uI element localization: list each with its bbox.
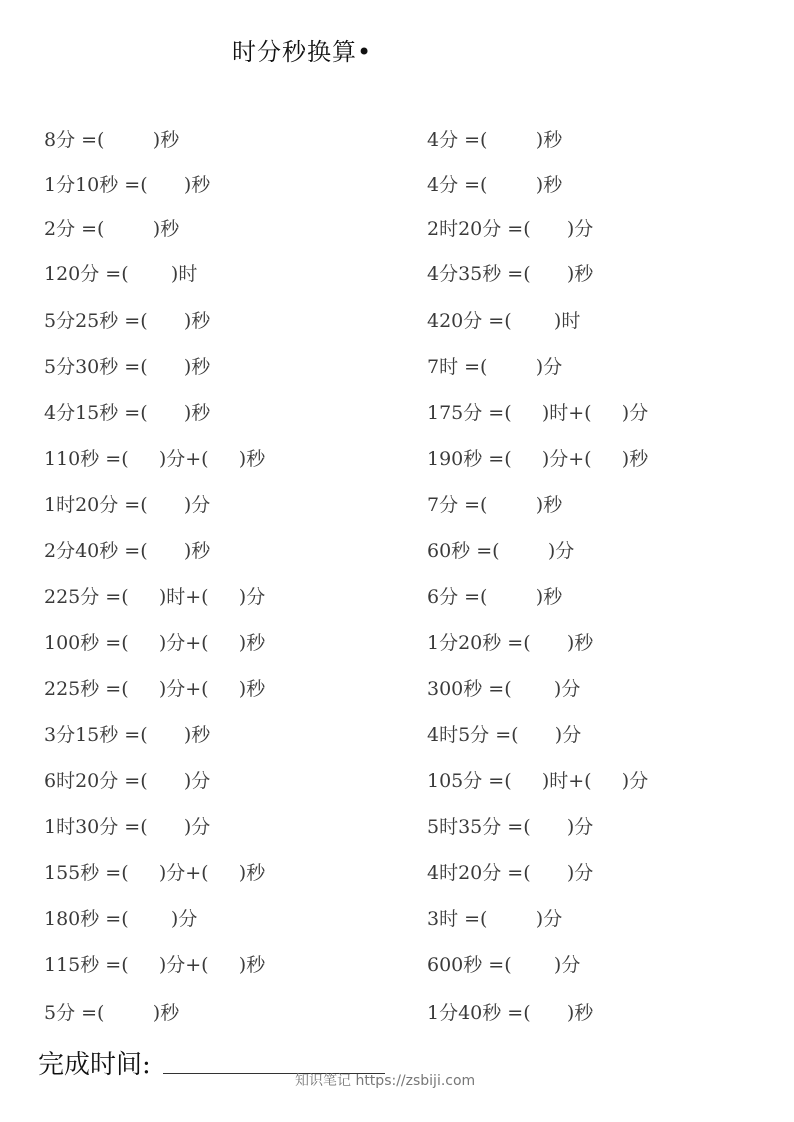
problem-row: 3时 =( )分 (427, 908, 563, 930)
problem-row: 7时 =( )分 (427, 356, 563, 378)
problem-row: 4分35秒 =( )秒 (427, 263, 594, 285)
problem-row: 115秒 =( )分+( )秒 (44, 954, 266, 976)
problem-row: 1分40秒 =( )秒 (427, 1002, 594, 1024)
problem-row: 60秒 =( )分 (427, 540, 575, 562)
problem-row: 6分 =( )秒 (427, 586, 563, 608)
problem-row: 2分 =( )秒 (44, 218, 180, 240)
problem-row: 8分 =( )秒 (44, 129, 180, 151)
problem-row: 190秒 =( )分+( )秒 (427, 448, 649, 470)
problem-row: 155秒 =( )分+( )秒 (44, 862, 266, 884)
problem-row: 5分25秒 =( )秒 (44, 310, 211, 332)
problem-row: 5时35分 =( )分 (427, 816, 594, 838)
worksheet-title: 时分秒换算• (232, 38, 373, 66)
problem-row: 175分 =( )时+( )分 (427, 402, 649, 424)
problem-row: 4时20分 =( )分 (427, 862, 594, 884)
completion-time-label: 完成时间: (38, 1050, 151, 1080)
watermark: 知识笔记 https://zsbiji.com (295, 1073, 476, 1089)
problem-row: 2分40秒 =( )秒 (44, 540, 211, 562)
problem-row: 225秒 =( )分+( )秒 (44, 678, 266, 700)
problem-row: 105分 =( )时+( )分 (427, 770, 649, 792)
problem-row: 110秒 =( )分+( )秒 (44, 448, 266, 470)
problem-row: 300秒 =( )分 (427, 678, 581, 700)
problem-row: 4分 =( )秒 (427, 129, 563, 151)
problem-row: 1时20分 =( )分 (44, 494, 211, 516)
problem-row: 4时5分 =( )分 (427, 724, 582, 746)
problem-row: 120分 =( )时 (44, 263, 198, 285)
problem-row: 4分15秒 =( )秒 (44, 402, 211, 424)
problem-row: 180秒 =( )分 (44, 908, 198, 930)
problem-row: 420分 =( )时 (427, 310, 581, 332)
problem-row: 1分10秒 =( )秒 (44, 174, 211, 196)
problem-row: 100秒 =( )分+( )秒 (44, 632, 266, 654)
problem-row: 5分30秒 =( )秒 (44, 356, 211, 378)
problem-row: 1分20秒 =( )秒 (427, 632, 594, 654)
problem-row: 1时30分 =( )分 (44, 816, 211, 838)
problem-row: 7分 =( )秒 (427, 494, 563, 516)
problem-row: 3分15秒 =( )秒 (44, 724, 211, 746)
problem-row: 4分 =( )秒 (427, 174, 563, 196)
problem-row: 5分 =( )秒 (44, 1002, 180, 1024)
problem-row: 6时20分 =( )分 (44, 770, 211, 792)
problem-row: 2时20分 =( )分 (427, 218, 594, 240)
problem-row: 225分 =( )时+( )分 (44, 586, 266, 608)
problem-row: 600秒 =( )分 (427, 954, 581, 976)
